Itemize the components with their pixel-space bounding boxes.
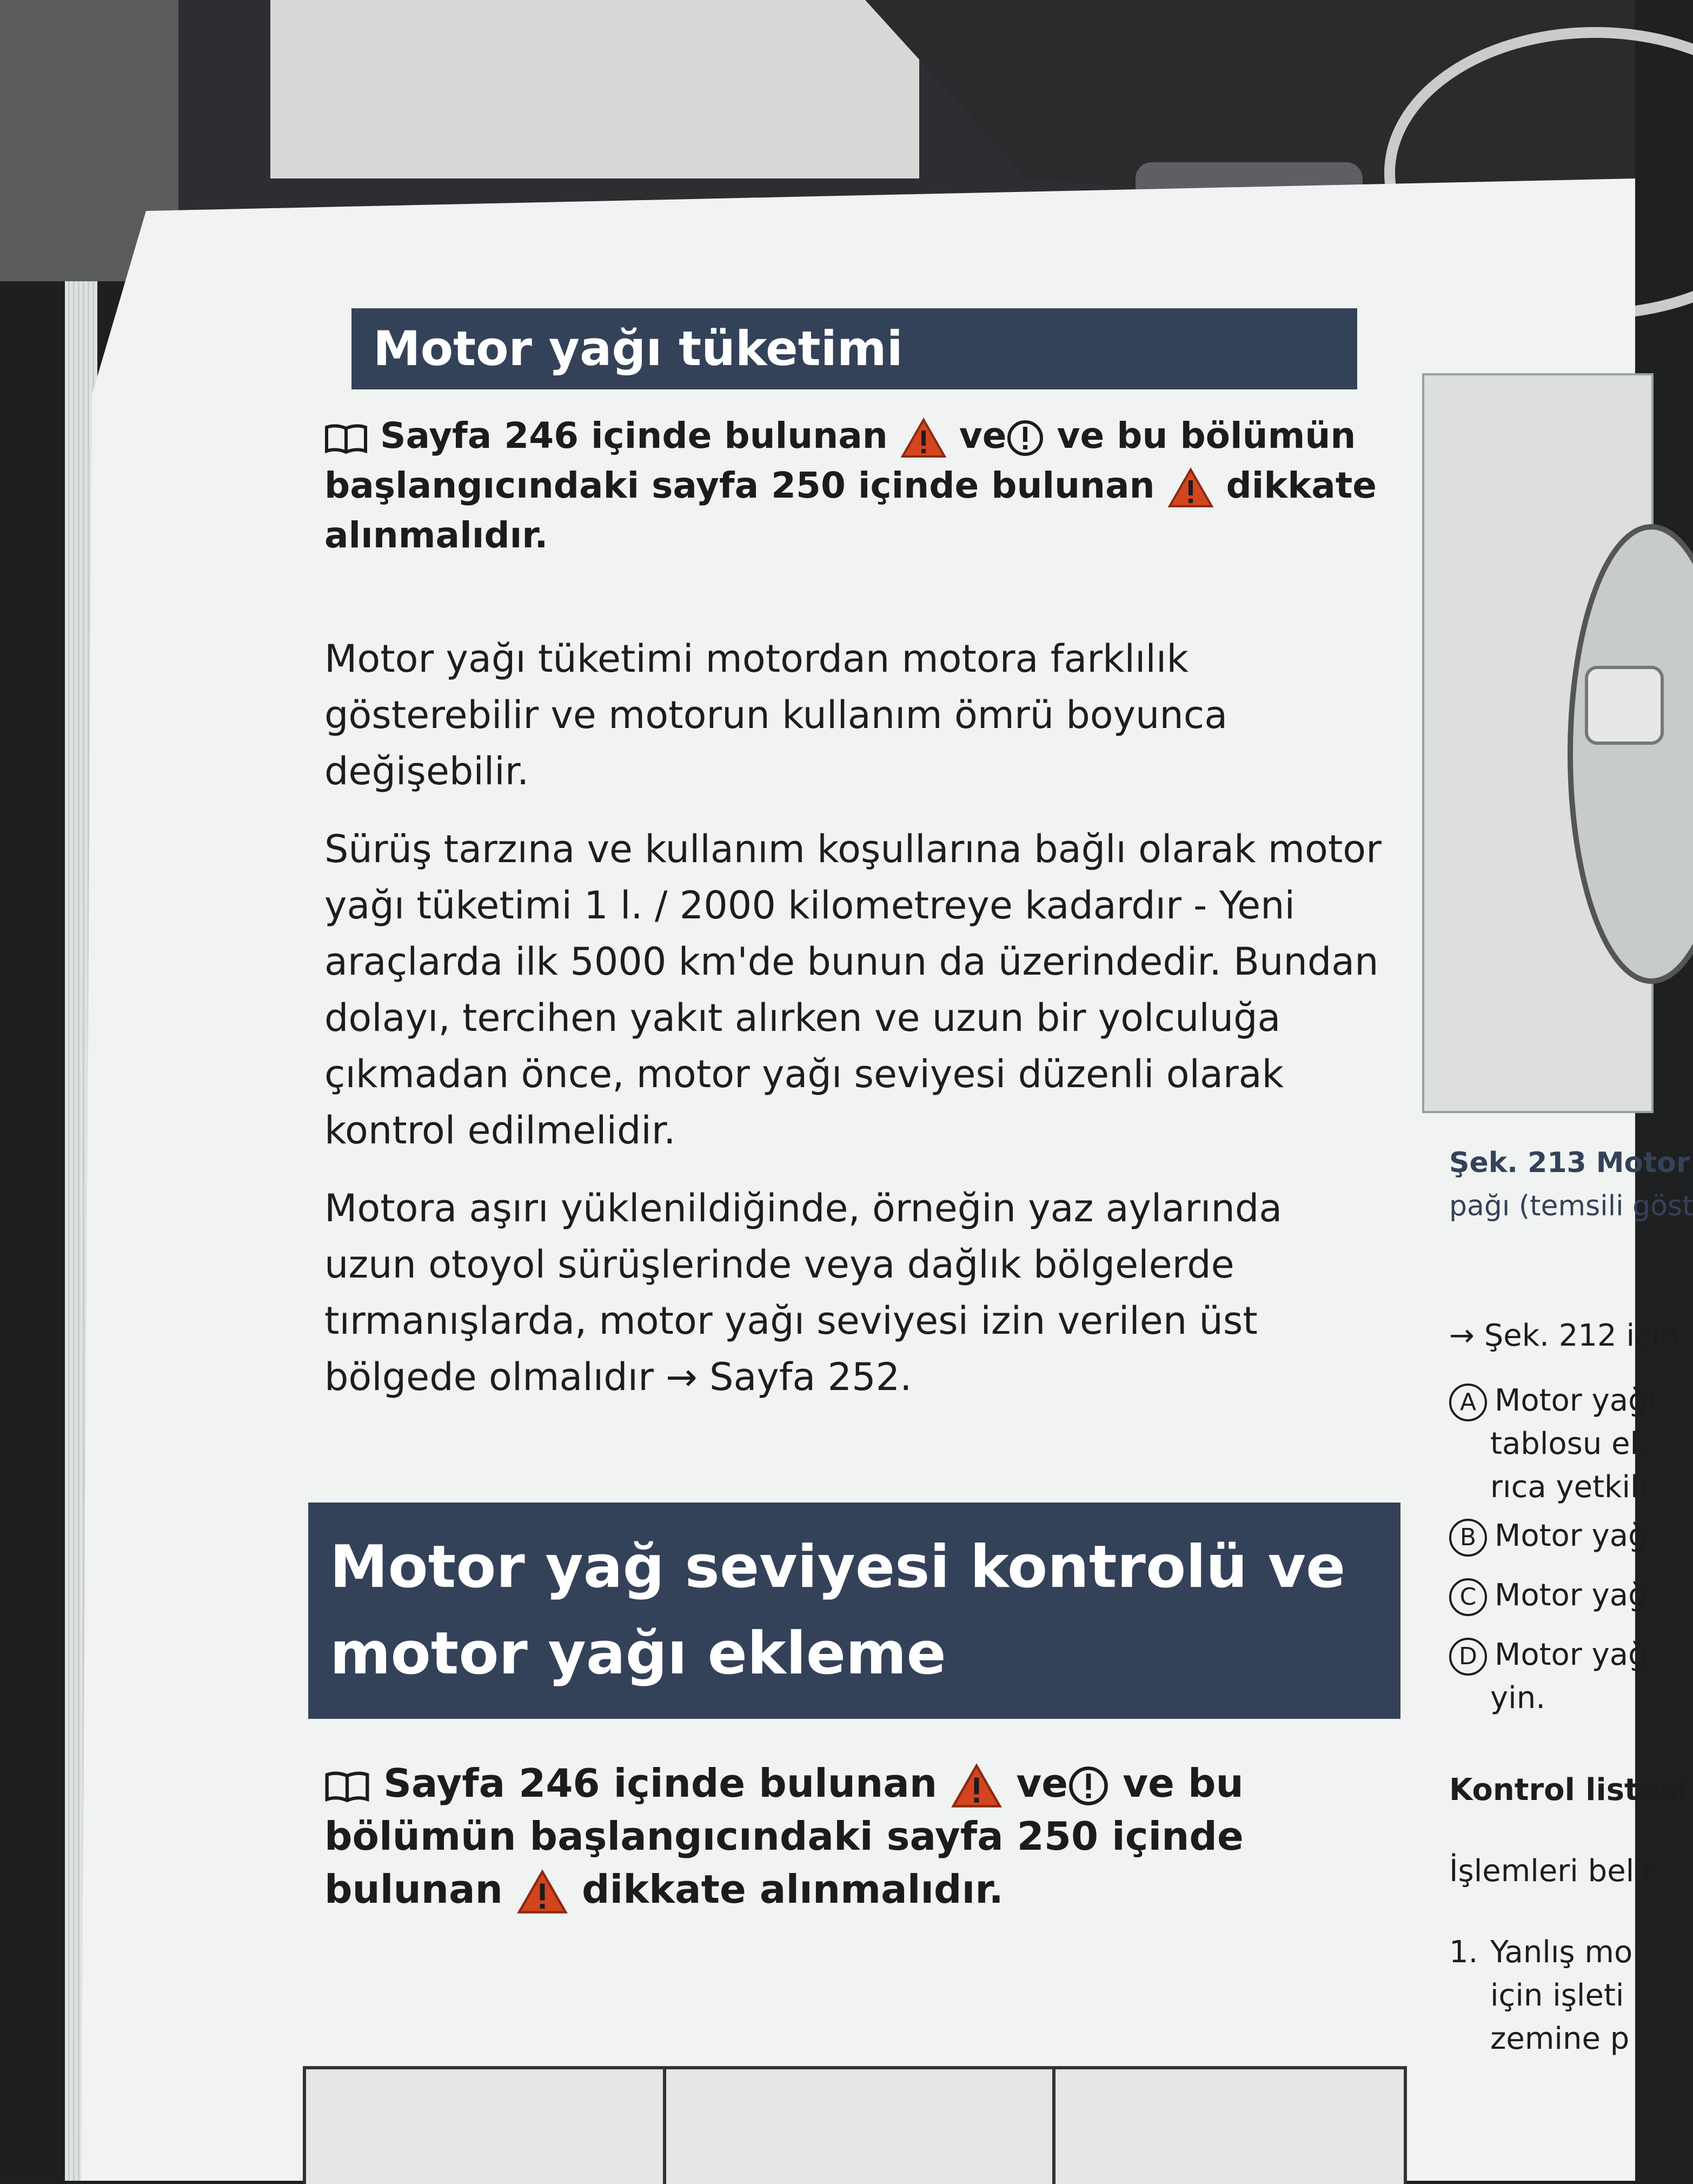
legend-item [1449,1379,1656,1422]
paragraph: Sürüş tarzına ve kullanım koşullarına bağlı olarak motor yağı tüketimi 1 l. / 2000 kilometreye kadardır - Yeni araçlarda ilk 5000 km'de bunun da üzerindedir. Bundan dolayı, tercihen yakıt alırken ve uzun bir yolculuğa çıkmadan önce, motor yağı seviyesi düzenli olarak kontrol edilmelidir. [324,827,1382,1153]
section-title-oil-level-check: Motor yağ seviyesi kontrolü ve motor yağı ekleme [308,1503,1400,1719]
paragraph: Motor yağı tüketimi motordan motora farklılık gösterebilir ve motorun kullanım ömrü boyunca değişebilir. [324,637,1228,793]
legend-letter: A [1449,1384,1487,1421]
table-header [303,2066,1407,2184]
book-icon [324,1770,370,1802]
checklist-number: 1. [1449,1935,1478,1970]
legend-text: Motor yağ [1495,1637,1648,1672]
table-cell-divider [1052,2069,1055,2184]
checklist-line: için işleti [1490,1978,1624,2013]
warning-text: ve [1016,1761,1068,1806]
legend-text: Motor yağ [1495,1518,1648,1553]
warning-triangle-icon [951,1763,1002,1809]
warning-note [324,411,1384,560]
figure-reference: → Şek. 212 için [1449,1318,1679,1353]
warning-text: Sayfa 246 içinde bulunan [383,1761,938,1806]
warning-text: ve bu bölümün başlangıcındaki sayfa 250 içinde bulunan [324,415,1356,506]
warning-note [324,1757,1384,1916]
warning-text: dikkate alınmalıdır. [582,1867,1004,1912]
sidebar-column [1417,373,1693,2181]
warning-triangle-icon [1167,467,1214,508]
table-cell-divider [663,2069,666,2184]
legend-letter: B [1449,1519,1487,1557]
dipstick-illustration [1424,375,1651,1111]
legend-item [1449,1633,1648,1677]
notice-circle-icon [1006,419,1044,457]
warning-text: dikkate alınmalıdır. [324,465,1377,556]
section-title-oil-consumption: Motor yağı tüketimi [351,308,1357,389]
checklist-title: Kontrol listesi [1449,1772,1688,1808]
main-column [324,308,1384,1916]
figure-caption: pağı (temsili göst [1449,1190,1693,1222]
legend-letter: C [1449,1578,1487,1616]
checklist-line: Yanlış mo [1490,1935,1633,1970]
warning-text: ve bu bölümün başlangıcındaki sayfa 250 içinde bulunan [324,1761,1244,1912]
figure-image [1422,373,1654,1113]
legend-item: tablosu ek [1490,1426,1648,1461]
figure-caption: Şek. 213 Motor [1449,1147,1690,1179]
paragraph: Motora aşırı yüklenildiğinde, örneğin yaz aylarında uzun otoyol sürüşlerinde veya dağlık bölgelerde tırmanışlarda, motor yağı seviyesi izin verilen üst bölgede olmalıdır → Sayfa 252. [324,1186,1283,1399]
checklist-intro: İşlemleri belir [1449,1854,1655,1889]
legend-text: Motor yağı [1495,1383,1656,1418]
legend-text: Motor yağ [1495,1578,1648,1613]
legend-item [1449,1514,1648,1558]
warning-text: Sayfa 246 içinde bulunan [380,415,888,456]
warning-triangle-icon [516,1869,568,1915]
checklist-line: zemine p [1490,2021,1630,2056]
warning-text: ve [959,415,1007,456]
legend-item: yin. [1490,1680,1545,1716]
notice-circle-icon [1068,1765,1109,1806]
warning-triangle-icon [900,418,947,459]
legend-letter: D [1449,1638,1487,1676]
book-icon [324,423,368,453]
legend-item [1449,1574,1648,1617]
legend-item: rıca yetkili [1490,1470,1648,1505]
